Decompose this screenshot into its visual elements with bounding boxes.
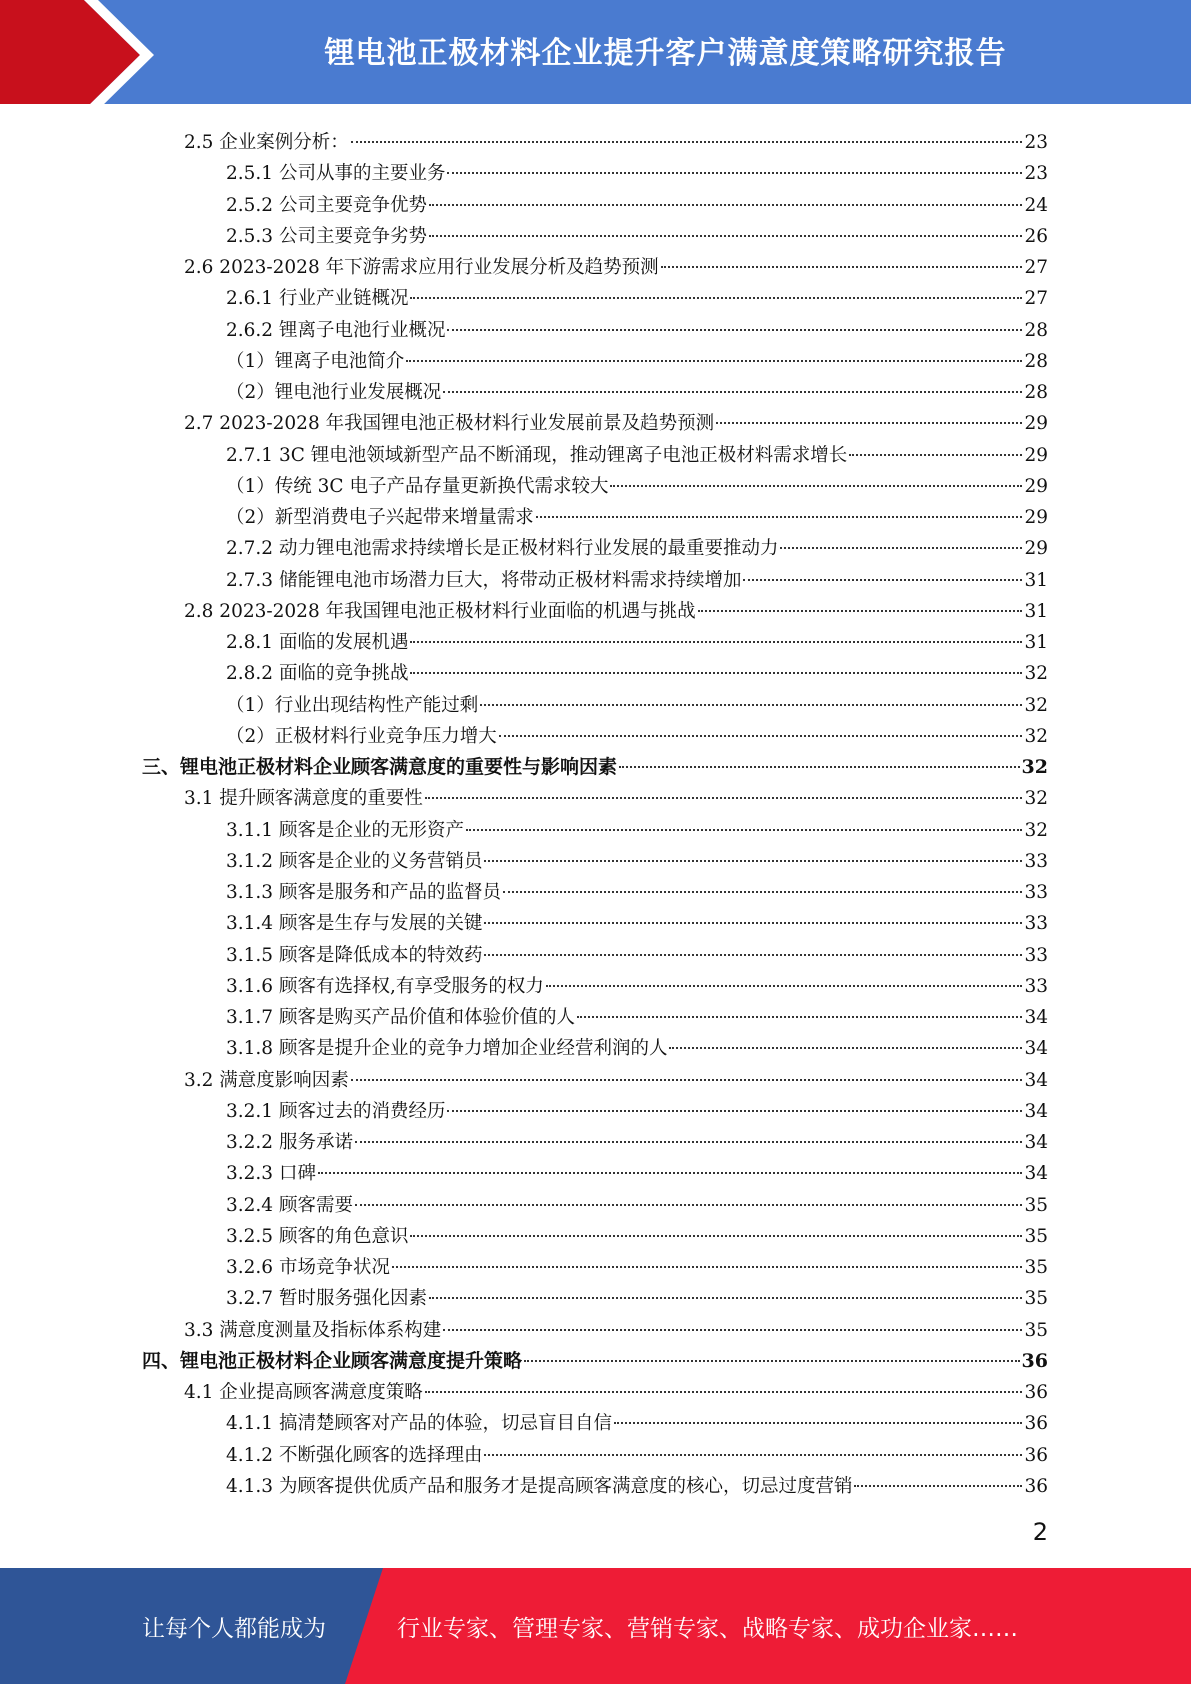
toc-entry-label: （1）行业出现结构性产能过剩 [226, 694, 479, 716]
toc-entry-page: 23 [1024, 163, 1048, 185]
toc-entry-page: 32 [1024, 788, 1048, 810]
toc-entry-label: 2.8 2023-2028 年我国锂电池正极材料行业面临的机遇与挑战 [184, 600, 696, 622]
toc-entry-page: 27 [1024, 288, 1048, 310]
toc-entry-label: 3.2.3 口碑 [226, 1163, 316, 1185]
toc-dot-leader [698, 610, 1023, 612]
toc-entry-page: 36 [1024, 1413, 1048, 1435]
toc-dot-leader [661, 266, 1023, 268]
toc-entry[interactable] [226, 1127, 1048, 1158]
toc-entry-page: 23 [1024, 132, 1048, 153]
toc-entry-page: 33 [1024, 850, 1048, 872]
toc-dot-leader [577, 1016, 1022, 1018]
toc-dot-leader [484, 1454, 1022, 1456]
toc-entry[interactable] [226, 1096, 1048, 1127]
toc-entry[interactable] [226, 1190, 1048, 1221]
toc-dot-leader [743, 579, 1022, 581]
toc-entry-label: 4.1.1 搞清楚顾客对产品的体验，切忌盲目自信 [226, 1413, 612, 1435]
toc-entry-page: 29 [1024, 475, 1048, 497]
toc-entry-page: 28 [1024, 350, 1048, 372]
toc-entry-label: 2.8.2 面临的竞争挑战 [226, 663, 409, 685]
toc-entry-label: 3.1 提升顾客满意度的重要性 [184, 788, 423, 810]
toc-dot-leader [524, 1360, 1020, 1362]
toc-entry[interactable] [184, 596, 1048, 627]
toc-entry-label: 2.6.1 行业产业链概况 [226, 288, 409, 310]
toc-entry-page: 34 [1024, 1038, 1048, 1060]
toc-entry[interactable] [226, 1440, 1048, 1471]
toc-entry[interactable] [226, 1002, 1048, 1033]
toc-entry[interactable] [226, 1158, 1048, 1189]
toc-entry-page: 27 [1024, 257, 1048, 278]
toc-entry-label: 2.6.2 锂离子电池行业概况 [226, 319, 446, 341]
toc-dot-leader [546, 985, 1023, 987]
toc-dot-leader [484, 922, 1022, 924]
toc-entry-page: 33 [1024, 882, 1048, 903]
toc-entry-page: 36 [1024, 1382, 1048, 1403]
toc-entry[interactable] [226, 1408, 1048, 1439]
toc-entry-label: 3.1.3 顾客是服务和产品的监督员 [226, 882, 501, 903]
toc-entry[interactable] [226, 877, 1048, 908]
toc-dot-leader [480, 704, 1022, 706]
toc-entry[interactable] [226, 221, 1048, 252]
toc-entry[interactable] [226, 346, 1048, 377]
toc-dot-leader [536, 516, 1023, 518]
toc-entry[interactable] [226, 908, 1048, 939]
toc-entry[interactable] [184, 1065, 1048, 1096]
toc-entry-label: 3.1.7 顾客是购买产品价值和体验价值的人 [226, 1007, 575, 1028]
toc-entry-label: 四、锂电池正极材料企业顾客满意度提升策略 [142, 1349, 523, 1372]
toc-entry-label: （2）新型消费电子兴起带来增量需求 [226, 507, 534, 528]
toc-entry-label: 2.5 企业案例分析： [184, 132, 349, 153]
toc-entry[interactable] [226, 627, 1048, 658]
toc-entry-label: 2.7.3 储能锂电池市场潜力巨大，将带动正极材料需求持续增加 [226, 569, 742, 591]
toc-dot-leader [351, 1079, 1023, 1081]
toc-dot-leader [669, 1047, 1022, 1049]
toc-entry-label: 3.1.8 顾客是提升企业的竞争力增加企业经营利润的人 [226, 1038, 668, 1060]
toc-entry-page: 35 [1024, 1319, 1048, 1341]
toc-entry[interactable] [142, 752, 1048, 783]
report-title: 锂电池正极材料企业提升客户满意度策略研究报告 [324, 36, 1007, 71]
toc-entry[interactable] [184, 1315, 1048, 1346]
toc-entry-label: 2.7.1 3C 锂电池领域新型产品不断涌现，推动锂离子电池正极材料需求增长 [226, 444, 848, 466]
page-number: 2 [1032, 1518, 1048, 1546]
toc-entry-page: 31 [1024, 600, 1048, 622]
toc-entry-label: 3.1.4 顾客是生存与发展的关键 [226, 913, 483, 935]
toc-entry-page: 29 [1024, 413, 1048, 435]
toc-entry-label: 3.2 满意度影响因素 [184, 1069, 349, 1091]
toc-entry[interactable] [226, 158, 1048, 189]
toc-dot-leader [355, 1204, 1023, 1206]
toc-dot-leader [499, 735, 1023, 737]
toc-entry-label: 2.5.1 公司从事的主要业务 [226, 163, 446, 185]
toc-entry-label: 3.2.7 暂时服务强化因素 [226, 1288, 427, 1310]
toc-dot-leader [447, 172, 1022, 174]
toc-entry[interactable] [226, 1471, 1048, 1502]
toc-entry-page: 28 [1024, 382, 1048, 403]
toc-entry[interactable] [226, 721, 1048, 752]
toc-entry-page: 32 [1024, 725, 1048, 747]
toc-entry[interactable] [226, 190, 1048, 221]
toc-entry-label: 3.2.4 顾客需要 [226, 1194, 353, 1216]
toc-dot-leader [503, 891, 1022, 893]
toc-entry[interactable] [226, 971, 1048, 1002]
toc-entry-page: 35 [1024, 1194, 1048, 1216]
toc-entry-page: 33 [1024, 944, 1048, 966]
toc-dot-leader [443, 1329, 1022, 1331]
toc-dot-leader [429, 235, 1022, 237]
toc-entry[interactable] [184, 783, 1048, 814]
toc-entry[interactable] [226, 502, 1048, 533]
toc-entry-page: 32 [1021, 756, 1048, 778]
toc-entry-label: 2.7.2 动力锂电池需求持续增长是正极材料行业发展的最重要推动力 [226, 538, 779, 560]
toc-entry-label: 2.5.2 公司主要竞争优势 [226, 194, 427, 216]
toc-entry-page: 32 [1024, 694, 1048, 716]
toc-entry[interactable] [226, 315, 1048, 346]
toc-dot-leader [429, 1297, 1022, 1299]
toc-entry[interactable] [226, 846, 1048, 877]
toc-entry-label: 3.1.6 顾客有选择权,有享受服务的权力 [226, 975, 544, 997]
toc-entry-page: 36 [1024, 1444, 1048, 1466]
toc-entry-label: 3.2.5 顾客的角色意识 [226, 1225, 409, 1247]
toc-entry[interactable] [184, 1377, 1048, 1408]
toc-entry-page: 24 [1024, 194, 1048, 216]
toc-dot-leader [614, 1422, 1022, 1424]
toc-entry[interactable] [226, 377, 1048, 408]
toc-entry-label: 2.8.1 面临的发展机遇 [226, 632, 409, 653]
toc-entry-label: 4.1 企业提高顾客满意度策略 [184, 1382, 423, 1403]
toc-dot-leader [355, 1141, 1023, 1143]
toc-dot-leader [854, 1485, 1022, 1487]
toc-entry-label: （1）锂离子电池简介 [226, 350, 405, 372]
toc-entry-label: （1）传统 3C 电子产品存量更新换代需求较大 [226, 475, 609, 497]
toc-entry-page: 29 [1024, 444, 1048, 466]
toc-entry[interactable] [226, 471, 1048, 502]
toc-entry[interactable] [226, 565, 1048, 596]
toc-entry-page: 32 [1024, 663, 1048, 685]
toc-entry-label: 3.1.1 顾客是企业的无形资产 [226, 819, 464, 841]
toc-dot-leader [406, 360, 1022, 362]
toc-entry-label: 2.7 2023-2028 年我国锂电池正极材料行业发展前景及趋势预测 [184, 413, 715, 435]
toc-dot-leader [351, 141, 1023, 143]
toc-dot-leader [410, 641, 1022, 643]
page-footer [0, 1568, 1191, 1684]
toc-entry-label: 4.1.3 为顾客提供优质产品和服务才是提高顾客满意度的核心，切忌过度营销 [226, 1475, 853, 1497]
toc-entry[interactable] [226, 658, 1048, 689]
toc-entry-page: 36 [1021, 1349, 1048, 1372]
toc-entry[interactable] [142, 1346, 1048, 1377]
toc-entry-label: 3.1.2 顾客是企业的义务营销员 [226, 850, 483, 872]
toc-entry[interactable] [226, 1221, 1048, 1252]
toc-dot-leader [410, 297, 1022, 299]
toc-entry-label: 三、锂电池正极材料企业顾客满意度的重要性与影响因素 [142, 756, 618, 778]
toc-dot-leader [484, 954, 1022, 956]
toc-dot-leader [425, 1391, 1023, 1393]
toc-entry-page: 35 [1024, 1257, 1048, 1278]
toc-entry-page: 34 [1024, 1163, 1048, 1185]
toc-entry-page: 32 [1024, 819, 1048, 841]
toc-entry[interactable] [226, 940, 1048, 971]
toc-dot-leader [443, 391, 1022, 393]
toc-entry-page: 35 [1024, 1225, 1048, 1247]
toc-dot-leader [318, 1172, 1023, 1174]
toc-dot-leader [484, 860, 1022, 862]
toc-entry-label: 3.1.5 顾客是降低成本的特效药 [226, 944, 483, 966]
toc-dot-leader [447, 1110, 1022, 1112]
toc-entry-label: 3.3 满意度测量及指标体系构建 [184, 1319, 442, 1341]
toc-dot-leader [410, 672, 1022, 674]
toc-entry-label: 3.2.1 顾客过去的消费经历 [226, 1100, 446, 1122]
toc-entry-page: 33 [1024, 913, 1048, 935]
toc-dot-leader [610, 485, 1022, 487]
toc-entry-label: （2）正极材料行业竞争压力增大 [226, 725, 497, 747]
toc-entry[interactable] [184, 408, 1048, 439]
toc-entry-page: 34 [1024, 1069, 1048, 1091]
toc-entry-page: 26 [1024, 225, 1048, 247]
toc-entry[interactable] [226, 283, 1048, 314]
page-header [0, 0, 1191, 110]
toc-entry[interactable] [226, 533, 1048, 564]
toc-entry[interactable] [184, 127, 1048, 158]
toc-entry-page: 35 [1024, 1288, 1048, 1310]
toc-entry-page: 33 [1024, 975, 1048, 997]
toc-entry[interactable] [226, 1252, 1048, 1283]
toc-entry[interactable] [226, 815, 1048, 846]
toc-entry-page: 31 [1024, 569, 1048, 591]
toc-entry-label: 3.2.6 市场竞争状况 [226, 1257, 390, 1278]
toc-dot-leader [410, 1235, 1022, 1237]
toc-entry-page: 36 [1024, 1475, 1048, 1497]
toc-entry[interactable] [226, 1033, 1048, 1064]
toc-entry-page: 29 [1024, 538, 1048, 560]
toc-entry-page: 34 [1024, 1007, 1048, 1028]
toc-dot-leader [849, 454, 1022, 456]
toc-entry-page: 29 [1024, 507, 1048, 528]
toc-dot-leader [466, 829, 1022, 831]
toc-dot-leader [425, 797, 1023, 799]
toc-entry-label: 3.2.2 服务承诺 [226, 1132, 353, 1153]
toc-entry-label: （2）锂电池行业发展概况 [226, 382, 442, 403]
toc-dot-leader [429, 204, 1022, 206]
toc-entry-label: 2.6 2023-2028 年下游需求应用行业发展分析及趋势预测 [184, 257, 659, 278]
toc-entry-label: 2.5.3 公司主要竞争劣势 [226, 225, 427, 247]
toc-dot-leader [619, 766, 1020, 768]
toc-dot-leader [447, 329, 1022, 331]
footer-slogan-left: 让每个人都能成为 [142, 1615, 326, 1642]
toc-dot-leader [716, 422, 1022, 424]
footer-slogan-right: 行业专家、管理专家、营销专家、战略专家、成功企业家…… [397, 1615, 1018, 1642]
toc-dot-leader [780, 547, 1022, 549]
toc-dot-leader [392, 1266, 1022, 1268]
toc-entry[interactable] [184, 252, 1048, 283]
toc-entry-page: 34 [1024, 1100, 1048, 1122]
toc-entry-page: 31 [1024, 632, 1048, 653]
toc-entry[interactable] [226, 690, 1048, 721]
toc-entry-page: 28 [1024, 319, 1048, 341]
toc-entry[interactable] [226, 1283, 1048, 1314]
toc-entry-label: 4.1.2 不断强化顾客的选择理由 [226, 1444, 483, 1466]
toc-entry[interactable] [226, 440, 1048, 471]
toc-entry-page: 34 [1024, 1132, 1048, 1153]
